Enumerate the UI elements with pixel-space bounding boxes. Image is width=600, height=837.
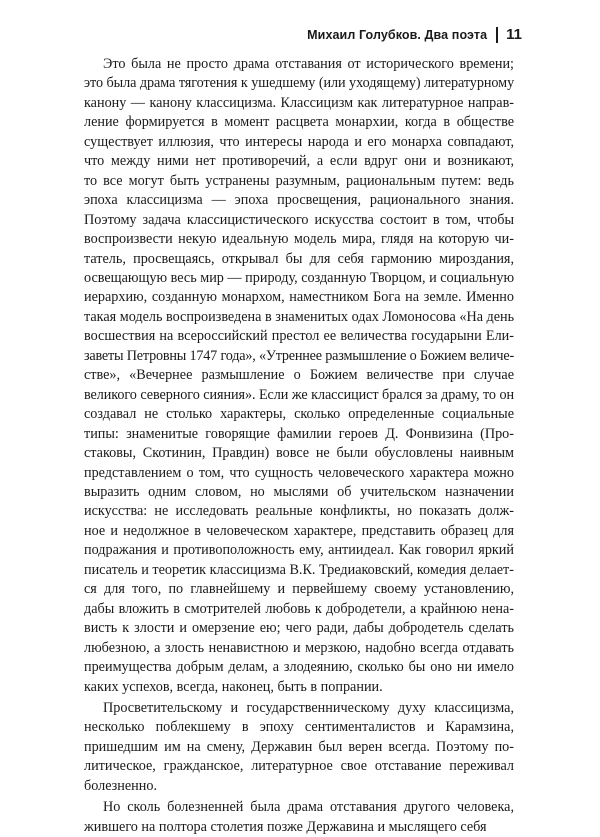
text-line: несколько поблекшему в эпоху сентименталистов и Карамзина, <box>84 719 514 736</box>
page-number: 11 <box>506 26 522 43</box>
text-line: пришедшим им на смену, Державин был верен всегда. Поэтому по- <box>84 738 514 755</box>
text-line: любезною, а злость ненавистною и мерзкою, надобно всегда отдавать <box>84 639 514 656</box>
text-line: воспроизвести некую идеальную модель мира, глядя на которую чи- <box>84 231 514 248</box>
text-line: представлением о том, что сущность человеческого характера можно <box>84 464 514 481</box>
text-line: жившего на полтора столетия позже Державина и мыслящего себя <box>84 818 487 835</box>
running-header-title: Михаил Голубков. Два поэта <box>307 27 488 42</box>
text-line: великого северного сияния». Если же классицист брался за драму, то он <box>84 386 514 403</box>
text-line: ное и недолжное в человеческом характере, представить образец для <box>84 522 514 539</box>
text-line: типы: знаменитые говорящие фамилии героев Д. Фонвизина (Про- <box>84 425 514 442</box>
text-line: болезненно. <box>84 777 157 794</box>
text-line: татель, просвещаясь, открывал бы для себя гармонию мироздания, <box>84 250 514 267</box>
text-line: иерархию, созданную монархом, наместником Бога на земле. Именно <box>84 289 514 306</box>
text-line: преимущества добрым делам, а злодеянию, сколько бы оно ни имело <box>84 659 514 676</box>
text-line: это была драма тяготения к ушедшему (или уходящему) литературному <box>84 75 515 92</box>
text-line: выразить одним словом, но мыслями об учительском назначении <box>84 483 514 500</box>
text-line: стве», «Вечернее размышление о Божием величестве при случае <box>84 367 514 384</box>
text-line: существует иллюзия, что интересы народа и его монарха совпадают, <box>84 133 514 150</box>
paragraph <box>84 798 514 837</box>
text-line: Поэтому задача классицистического искусства состоит в том, чтобы <box>84 211 514 228</box>
text-line: подражания и противоположность ему, антиидеал. Как говорил яркий <box>84 542 514 559</box>
text-line: писатель и теоретик классицизма В.К. Тредиаковский, комедия делает- <box>84 561 514 578</box>
text-line: освещающую весь мир — природу, созданную Творцом, и социальную <box>84 269 515 286</box>
text-line: висть к злости и омерзение ею; чего ради, дабы добродетель сделать <box>84 620 514 637</box>
text-line: каких успехов, всегда, наконец, быть в попрании. <box>84 678 383 695</box>
text-line: что между ними нет противоречий, а если вдруг они и возникают, <box>84 153 514 170</box>
text-line: искусства: не исследовать реальные конфликты, но показать долж- <box>84 503 514 520</box>
text-line: дабы вложить в смотрителей любовь к добродетели, а крайнюю нена- <box>84 600 514 617</box>
text-line: восшествия на всероссийский престол ее величества государыни Ели- <box>84 328 514 345</box>
text-line: Просветительскому и государственническому духу классицизма, <box>103 699 514 716</box>
paragraph <box>84 55 514 697</box>
text-line: ление формируется в момент расцвета монархии, когда в обществе <box>84 114 514 131</box>
text-line: заветы Петровны 1747 года», «Утреннее размышление о Божием величе- <box>84 347 514 364</box>
header-divider <box>496 27 498 43</box>
text-line: стаковы, Скотинин, Правдин) вовсе не были обусловлены наивным <box>84 445 514 462</box>
text-line: Это была не просто драма отставания от исторического времени; <box>103 56 514 72</box>
text-line: канону — канону классицизма. Классицизм как литературное направ- <box>84 94 514 111</box>
paragraph <box>84 699 514 796</box>
page-body <box>84 55 514 837</box>
text-line: Но сколь болезненней была драма отставания другого человека, <box>103 799 514 816</box>
text-line: такая модель воспроизведена в знаменитых одах Ломоносова «На день <box>84 308 515 325</box>
text-line: то все могут быть устранены разумным, рациональным путем: ведь <box>84 172 514 189</box>
running-header <box>307 26 522 43</box>
text-line: литическое, гражданское, литературное свое отставание переживал <box>84 758 514 775</box>
text-line: ся для того, по главнейшему и первейшему своему установлению, <box>84 581 514 598</box>
text-line: эпоха классицизма — эпоха просвещения, рационального знания. <box>84 192 514 209</box>
text-line: создавал не столько характеры, сколько определенные социальные <box>84 406 514 423</box>
